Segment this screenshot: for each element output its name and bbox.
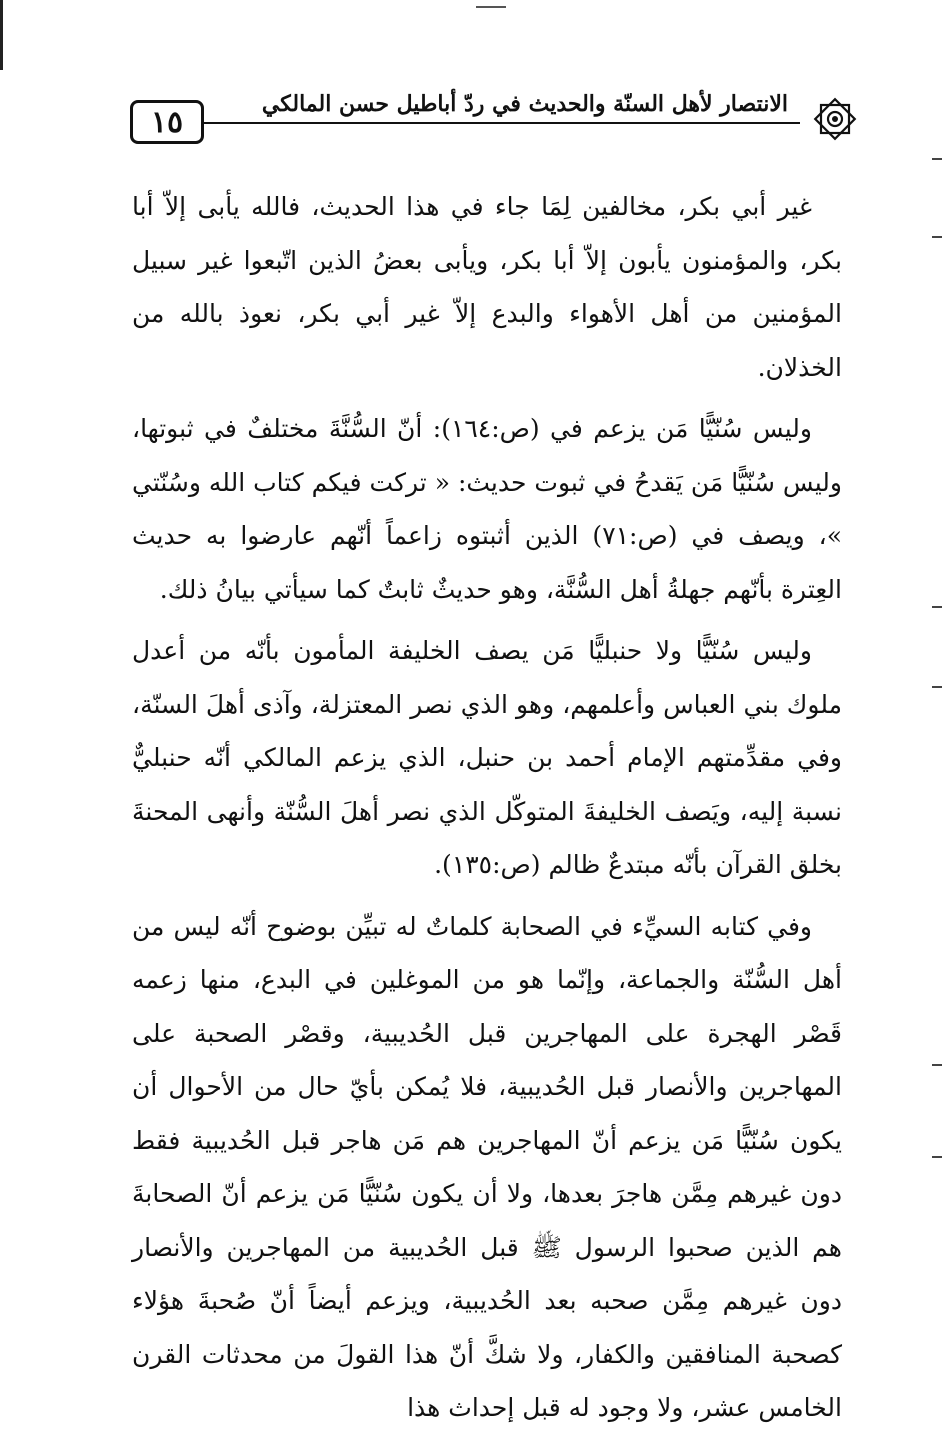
margin-mark bbox=[932, 158, 942, 160]
margin-mark bbox=[932, 1156, 942, 1158]
margin-mark bbox=[932, 1064, 942, 1066]
star-ornament-icon bbox=[810, 94, 860, 144]
header-title: الانتصار لأهل السنّة والحديث في ردّ أباطيل حسن المالكي bbox=[256, 88, 794, 120]
paragraph-4: وفي كتابه السيِّء في الصحابة كلماتٌ له تبيِّن بوضوح أنّه ليس من أهل السُّنّة والجماعة، وإنّما هو من الموغلين في البدع، منها زعمه قَصْر الهجرة على المهاجرين قبل الحُديبية، وقصْر الصحبة على المهاجرين والأنصار قبل الحُديبية، فلا يُمكن بأيّ حال من الأحوال أن يكون سُنّيًّا مَن يزعم أنّ المهاجرين هم مَن هاجر قبل الحُديبية فقط دون غيرهم مِمَّن هاجرَ بعدها، ولا أن يكون سُنّيًّا مَن يزعم أنّ الصحابةَ هم الذين صحبوا الرسول ﷺ قبل الحُديبية من المهاجرين والأنصار دون غيرهم مِمَّن صحبه بعد الحُديبية، ويزعم أيضاً أنّ صُحبةَ هؤلاء كصحبة المنافقين والكفار، ولا شكَّ أنّ هذا القولَ من محدثات القرن الخامس عشر، ولا وجود له قبل إحداث هذا bbox=[132, 911, 842, 1422]
margin-mark bbox=[932, 606, 942, 608]
margin-mark bbox=[932, 686, 942, 688]
body-text bbox=[132, 180, 842, 1443]
margin-mark bbox=[932, 236, 942, 238]
paragraph-3: وليس سُنّيًّا ولا حنبليًّا مَن يصف الخليفة المأمون بأنّه من أعدل ملوك بني العباس وأعلمهم، وهو الذي نصر المعتزلة، وآذى أهلَ السنّة، وفي مقدِّمتهم الإمام أحمد بن حنبل، الذي يزعم المالكي أنّه حنبليٌّ نسبة إليه، ويَصف الخليفةَ المتوكّل الذي نصر أهلَ السُّنّة وأنهى المحنةَ بخلق القرآن بأنّه مبتدعٌ ظالم (ص:١٣٥). bbox=[132, 636, 842, 879]
paragraph-2: وليس سُنّيًّا مَن يزعم في (ص:١٦٤): أنّ السُّنَّةَ مختلفٌ في ثبوتها، وليس سُنّيًّا مَن يَقدحُ في ثبوت حديث: « تركت فيكم كتاب الله وسُنّتي »، ويصف في (ص:٧١) الذين أثبتوه زاعماً أنّهم عارضوا به حديث العِترة بأنّهم جهلةُ أهل السُّنَّة، وهو حديثٌ ثابتٌ كما سيأتي بيانُ ذلك. bbox=[132, 414, 842, 604]
page-number: ١٥ bbox=[130, 100, 204, 144]
left-scan-edge bbox=[0, 0, 3, 70]
running-header bbox=[120, 88, 860, 150]
paragraph-1: غير أبي بكر، مخالفين لِمَا جاء في هذا الحديث، فالله يأبى إلاّ أبا بكر، والمؤمنون يأبون إلاّ أبا بكر، ويأبى بعضُ الذين اتّبعوا غير سبيل المؤمنين من أهل الأهواء والبدع إلاّ غير أبي بكر، نعوذ بالله من الخذلان. bbox=[132, 192, 842, 382]
top-scan-mark bbox=[476, 6, 506, 8]
header-rule bbox=[202, 122, 800, 124]
